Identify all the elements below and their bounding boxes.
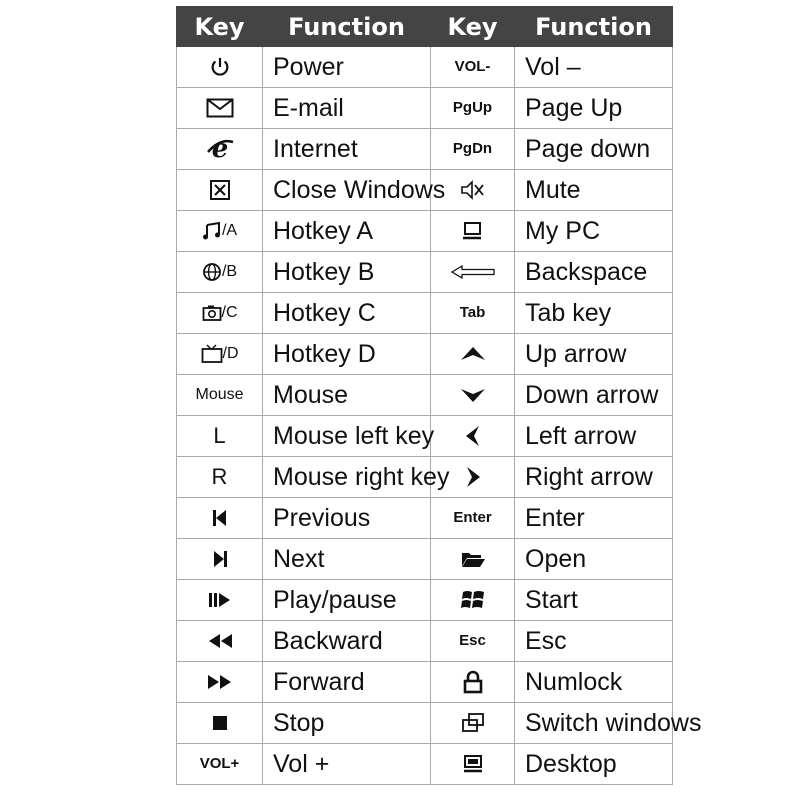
function-label: Power (263, 47, 431, 88)
key-suffix: /C (221, 304, 238, 322)
function-label: Hotkey D (263, 334, 431, 375)
function-label: Start (515, 580, 673, 621)
key-cell (431, 703, 515, 744)
table-row (177, 211, 673, 252)
power-icon (209, 56, 231, 78)
function-label: Backspace (515, 252, 673, 293)
my-pc-icon (462, 221, 484, 241)
close-window-icon (209, 179, 231, 201)
function-label: Hotkey B (263, 252, 431, 293)
key-suffix: /B (221, 263, 238, 281)
switch-windows-icon (461, 712, 485, 734)
desktop-icon (462, 754, 484, 774)
key-cell (431, 129, 515, 170)
key-cell (177, 539, 263, 580)
lock-icon (462, 670, 484, 694)
key-cell (177, 334, 263, 375)
key-cell (177, 662, 263, 703)
key-cell (177, 744, 263, 785)
function-label: My PC (515, 211, 673, 252)
table-row (177, 703, 673, 744)
key-cell (177, 47, 263, 88)
table-row (177, 88, 673, 129)
music-note-icon (202, 221, 222, 241)
key-cell (177, 88, 263, 129)
tv-icon (201, 344, 223, 364)
function-label: Close Windows (263, 170, 431, 211)
key-cell (177, 498, 263, 539)
table-row (177, 293, 673, 334)
key-cell (431, 621, 515, 662)
key-label: PgUp (452, 99, 493, 116)
key-function-sheet (176, 6, 702, 796)
rewind-icon (206, 632, 234, 650)
function-label: Previous (263, 498, 431, 539)
function-label: Left arrow (515, 416, 673, 457)
key-suffix: /D (222, 345, 239, 363)
play-pause-icon (207, 590, 233, 610)
key-cell (431, 662, 515, 703)
table-row (177, 539, 673, 580)
function-label: Stop (263, 703, 431, 744)
table-row (177, 129, 673, 170)
key-label: Mouse (195, 386, 244, 403)
key-label: VOL+ (199, 755, 240, 772)
key-cell (431, 375, 515, 416)
key-cell (431, 498, 515, 539)
key-cell (177, 293, 263, 334)
key-label: PgDn (452, 140, 493, 157)
function-label: Numlock (515, 662, 673, 703)
table-row (177, 662, 673, 703)
header-function-left: Function (263, 7, 431, 47)
key-label: Enter (453, 509, 492, 526)
stop-icon (211, 714, 229, 732)
backspace-arrow-icon (450, 264, 496, 280)
function-label: Hotkey A (263, 211, 431, 252)
table-row (177, 416, 673, 457)
function-label: Page Up (515, 88, 673, 129)
key-cell (431, 252, 515, 293)
fast-forward-icon (206, 673, 234, 691)
function-label: Vol – (515, 47, 673, 88)
key-cell (431, 47, 515, 88)
key-cell (431, 416, 515, 457)
table-row (177, 334, 673, 375)
function-label: E-mail (263, 88, 431, 129)
table-row (177, 580, 673, 621)
key-label: R (211, 464, 228, 489)
function-label: Vol + (263, 744, 431, 785)
key-label: VOL- (454, 58, 491, 75)
mute-icon (460, 179, 486, 201)
globe-icon (202, 262, 222, 282)
function-label: Right arrow (515, 457, 673, 498)
svg-text:e: e (211, 134, 228, 164)
left-arrow-icon (463, 424, 483, 448)
function-label: Next (263, 539, 431, 580)
header-key-left: Key (177, 7, 263, 47)
function-label: Tab key (515, 293, 673, 334)
key-cell (177, 170, 263, 211)
key-label: Esc (459, 632, 486, 649)
key-cell (431, 580, 515, 621)
down-arrow-icon (459, 386, 487, 404)
key-cell (177, 129, 263, 170)
key-label: L (213, 423, 226, 448)
table-row (177, 47, 673, 88)
table-row (177, 252, 673, 293)
table-row (177, 621, 673, 662)
key-cell (177, 252, 263, 293)
internet-explorer-icon (205, 136, 235, 162)
next-track-icon (211, 549, 229, 569)
windows-start-icon (460, 588, 486, 612)
function-label: Play/pause (263, 580, 431, 621)
camera-icon (202, 304, 222, 322)
header-row (177, 7, 673, 47)
key-cell (177, 375, 263, 416)
key-suffix: /A (221, 222, 238, 240)
key-function-table (176, 6, 702, 785)
table-row (177, 170, 673, 211)
function-label: Backward (263, 621, 431, 662)
table-row (177, 375, 673, 416)
function-label: Internet (263, 129, 431, 170)
key-cell (431, 539, 515, 580)
key-cell (177, 416, 263, 457)
mail-icon (206, 98, 234, 118)
right-arrow-icon (463, 465, 483, 489)
function-label: Mute (515, 170, 673, 211)
key-cell (177, 211, 263, 252)
function-label: Page down (515, 129, 673, 170)
function-label: Mouse right key (263, 457, 431, 498)
key-cell (177, 703, 263, 744)
function-label: Switch windows (515, 703, 673, 744)
key-cell (431, 744, 515, 785)
key-cell (177, 580, 263, 621)
key-cell (431, 211, 515, 252)
key-cell (177, 457, 263, 498)
function-label: Enter (515, 498, 673, 539)
open-folder-icon (460, 549, 486, 569)
function-label: Forward (263, 662, 431, 703)
key-cell (431, 88, 515, 129)
header-function-right: Function (515, 7, 673, 47)
function-label: Up arrow (515, 334, 673, 375)
function-label: Mouse left key (263, 416, 431, 457)
table-row (177, 744, 673, 785)
previous-track-icon (211, 508, 229, 528)
key-cell (431, 334, 515, 375)
table-row (177, 457, 673, 498)
function-label: Esc (515, 621, 673, 662)
key-cell (177, 621, 263, 662)
function-label: Hotkey C (263, 293, 431, 334)
up-arrow-icon (459, 345, 487, 363)
function-label: Mouse (263, 375, 431, 416)
function-label: Down arrow (515, 375, 673, 416)
table-row (177, 498, 673, 539)
function-label: Open (515, 539, 673, 580)
header-key-right: Key (431, 7, 515, 47)
function-label: Desktop (515, 744, 673, 785)
key-cell (431, 293, 515, 334)
key-label: Tab (459, 304, 486, 321)
